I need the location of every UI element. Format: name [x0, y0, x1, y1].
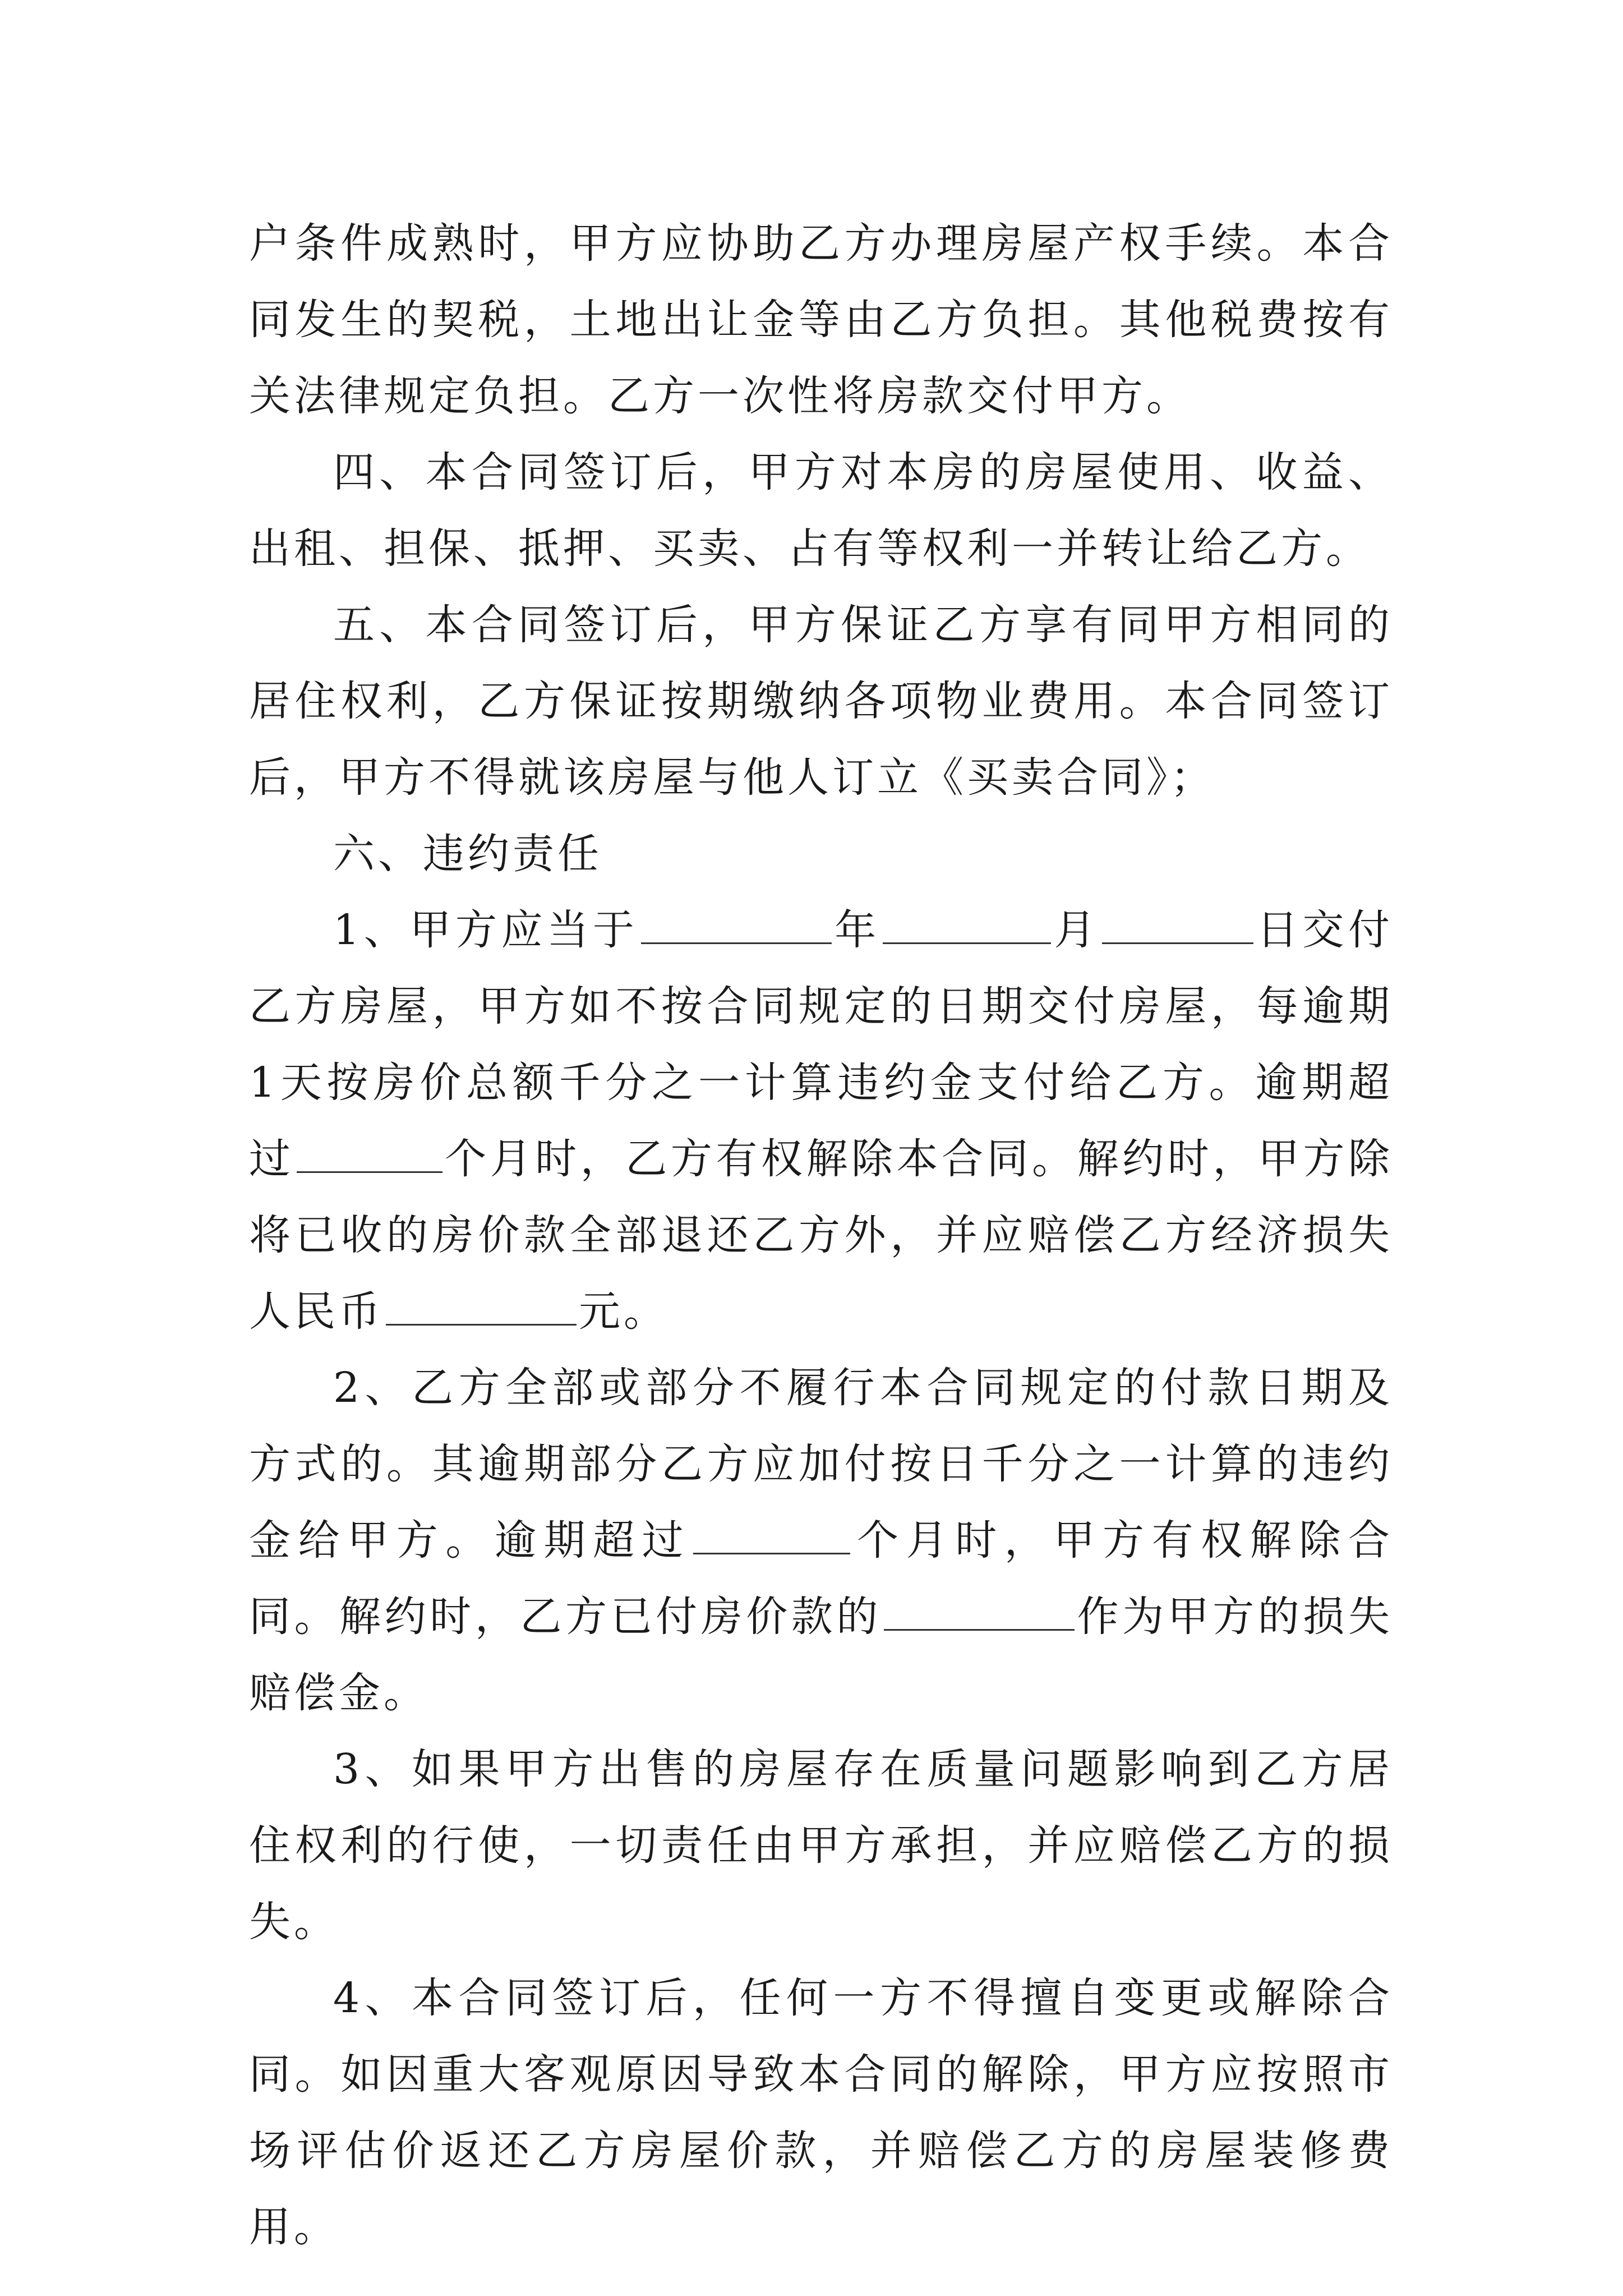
- clause-6-1-text-e: 个月时，乙方有权解除本合同。解约时，甲方除将已收的房价款全部退还乙方外，并应赔偿乙方经济损失人民币: [249, 1135, 1393, 1336]
- fill-blank-day: [1102, 901, 1253, 944]
- contract-body: [249, 205, 1393, 2265]
- clause-5: 五、本合同签订后，甲方保证乙方享有同甲方相同的居住权利，乙方保证按期缴纳各项物业费用。本合同签订后，甲方不得就该房屋与他人订立《买卖合同》；: [249, 601, 1393, 802]
- clause-6-1-text-a: 1、甲方应当于: [333, 906, 639, 954]
- clause-6-title: 六、违约责任: [333, 830, 602, 878]
- clause-6-4: 4、本合同签订后，任何一方不得擅自变更或解除合同。如因重大客观原因导致本合同的解除，甲方应按照市场评估价返还乙方房屋价款，并赔偿乙方的房屋装修费用。: [249, 1974, 1393, 2251]
- clause-6-2: [249, 1350, 1393, 1731]
- fill-blank-year: [641, 901, 832, 944]
- clause-6-3: 3、如果甲方出售的房屋存在质量问题影响到乙方居住权利的行使，一切责任由甲方承担，并应赔偿乙方的损失。: [249, 1745, 1393, 1946]
- fill-blank-overdue-months-b: [693, 1511, 850, 1554]
- fill-blank-ratio: [884, 1588, 1075, 1631]
- clause-6-1-text-d: 日交付乙方房屋，甲方如不按合同规定的日期交付房屋，每逾期1天按房价总额千分之一计算违约金支付给乙方。逾期超过: [249, 906, 1394, 1183]
- paragraph-continuation: 户条件成熟时，甲方应协助乙方办理房屋产权手续。本合同发生的契税，土地出让金等由乙方负担。其他税费按有关法律规定负担。乙方一次性将房款交付甲方。: [249, 219, 1393, 420]
- clause-4: 四、本合同签订后，甲方对本房的房屋使用、收益、出租、担保、抵押、买卖、占有等权利一并转让给乙方。: [249, 448, 1393, 573]
- clause-6-2-text-c: 作为甲方的损失赔偿金。: [249, 1593, 1393, 1717]
- clause-6-1: [249, 892, 1393, 1350]
- clause-6-2-text-a: 2、乙方全部或部分不履行本合同规定的付款日期及方式的。其逾期部分乙方应加付按日千分之一计算的违约金给甲方。逾期超过: [249, 1364, 1393, 1565]
- fill-blank-compensation-amount: [386, 1282, 577, 1326]
- clause-6-1-text-b: 年: [833, 906, 880, 954]
- clause-6-1-text-f: 元。: [579, 1287, 668, 1336]
- fill-blank-month: [883, 901, 1051, 944]
- clause-6-1-text-c: 月: [1053, 906, 1100, 954]
- fill-blank-overdue-months: [297, 1130, 442, 1173]
- clause-6-2-text-b: 个月时，甲方有权解除合同。解约时，乙方已付房价款的: [249, 1516, 1394, 1641]
